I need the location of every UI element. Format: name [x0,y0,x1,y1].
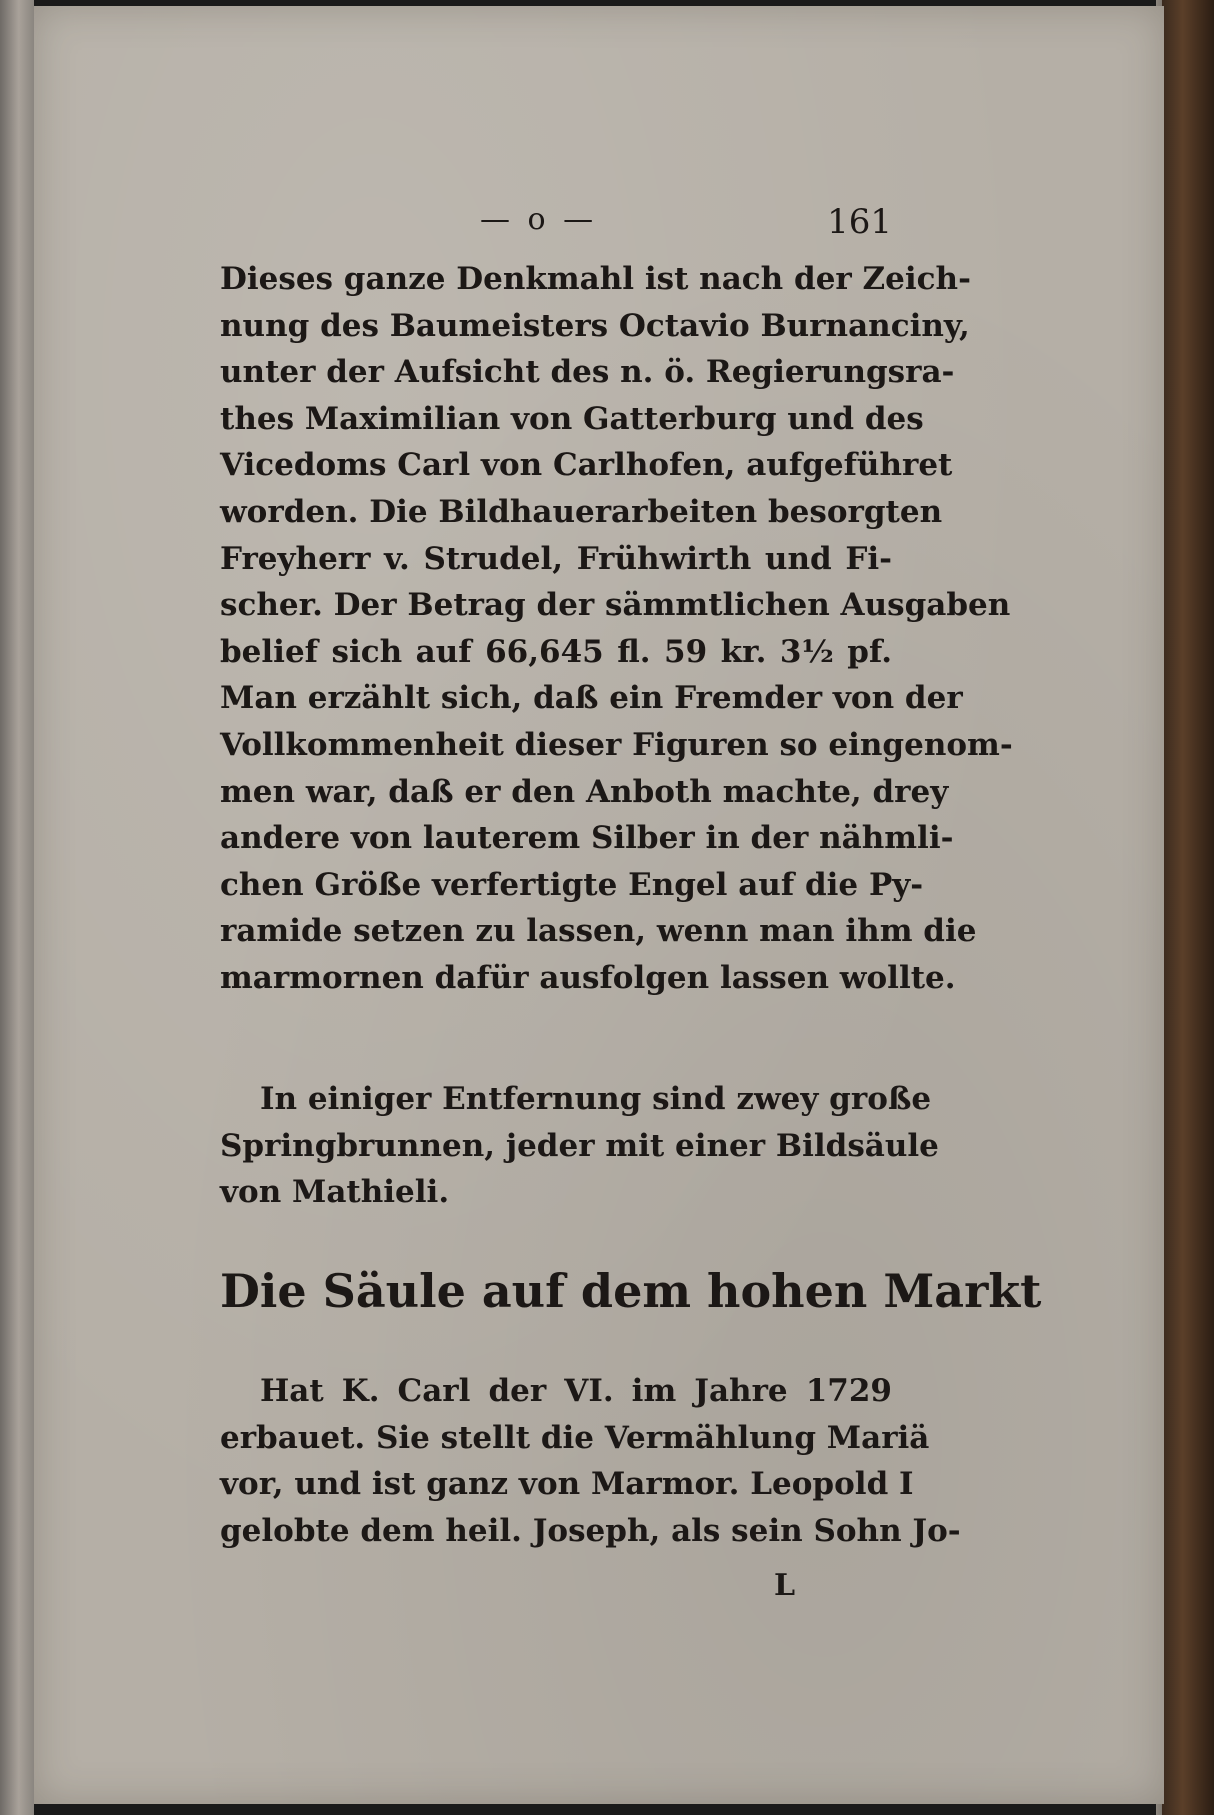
text-line: Springbrunnen, jeder mit einer Bildsäule [220,1127,939,1164]
text-line: Freyherr v. Strudel, Frühwirth und Fi- [220,540,892,577]
text-line: Vollkommenheit dieser Figuren so eingenom- [220,726,1013,763]
text-line: Man erzählt sich, daß ein Fremder von der [220,680,963,717]
text-line: thes Maximilian von Gatterburg und des [220,400,924,437]
text-line: Dieses ganze Denkmahl ist nach der Zeich- [220,261,971,297]
running-header [220,202,892,252]
text-line: chen Größe verfertigte Engel auf die Py- [220,866,924,903]
text-line: von Mathieli. [220,1174,450,1211]
book-left-edge [0,0,34,1815]
text-line: vor, und ist ganz von Marmor. Leopold I [220,1466,914,1503]
text-line: marmornen dafür ausfolgen lassen wollte. [220,959,956,996]
text-line: scher. Der Betrag der sämmtlichen Ausgaben [220,587,1011,624]
text-line: men war, daß er den Anboth machte, drey [220,773,949,810]
text-line: ramide setzen zu lassen, wenn man ihm die [220,913,977,950]
book-cover-edge [1162,0,1214,1815]
text-line: In einiger Entfernung sind zwey große [260,1081,932,1117]
text-line: gelobte dem heil. Joseph, als sein Sohn Jo- [220,1512,961,1549]
text-line: worden. Die Bildhauerarbeiten besorgten [220,493,943,530]
paragraph-1 [220,256,1013,1002]
text-line: belief sich auf 66,645 fl. 59 kr. 3½ pf. [220,633,892,670]
text-line: nung des Baumeisters Octavio Burnanciny, [220,307,970,344]
page-number: 161 [827,202,892,242]
text-line: Vicedoms Carl von Carlhofen, aufgeführet [220,447,953,484]
section-heading: Die Säule auf dem hohen Markt [220,1264,1042,1318]
paragraph-3 [220,1368,961,1554]
header-ornament: — o — [480,202,598,237]
signature-mark: L [774,1568,796,1603]
text-line: andere von lauterem Silber in der nähmli- [220,820,954,857]
text-line: unter der Aufsicht des n. ö. Regierungsra- [220,354,955,391]
text-line: erbauet. Sie stellt die Vermählung Mariä [220,1419,930,1456]
paragraph-2 [220,1076,939,1216]
book-page [34,6,1164,1804]
text-line: Hat K. Carl der VI. im Jahre 1729 [260,1373,892,1409]
